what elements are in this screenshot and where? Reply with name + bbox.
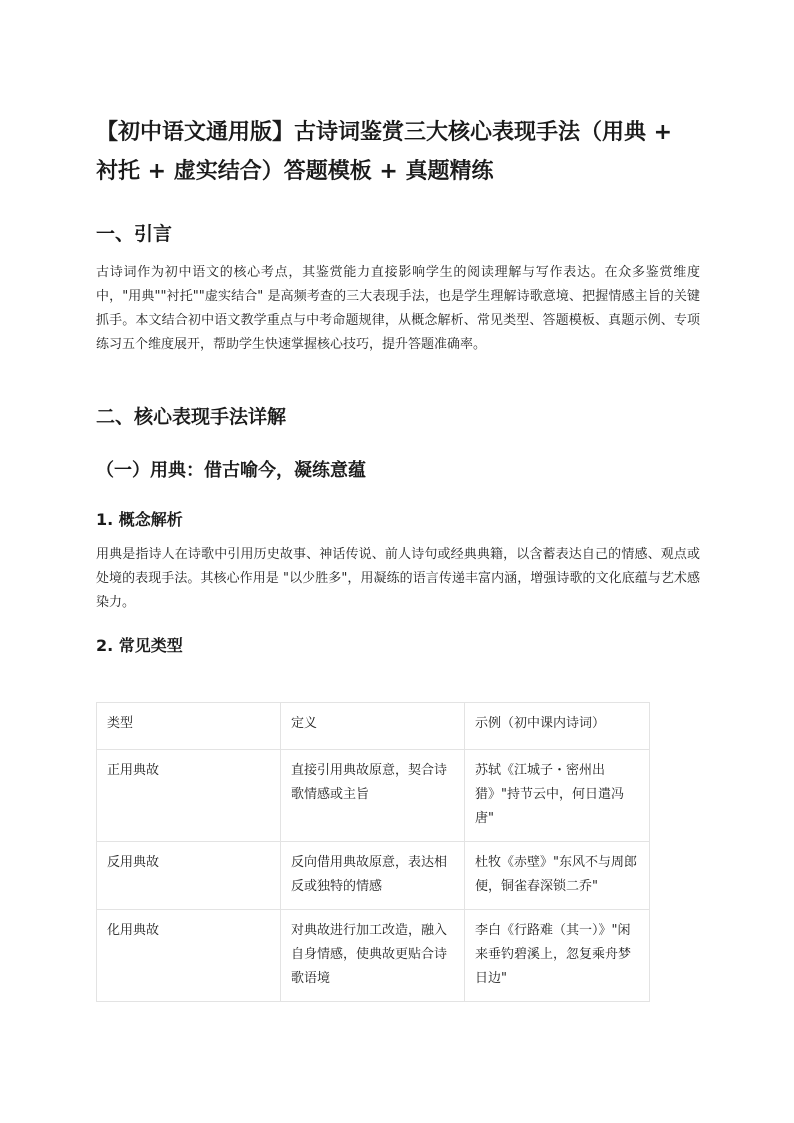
table-cell: 对典故进行加工改造，融入自身情感，使典故更贴合诗歌语境 [281,910,465,1002]
table-cell: 李白《行路难（其一）》"闲来垂钓碧溪上，忽复乘舟梦日边" [465,910,650,1002]
table-row [97,910,650,1002]
table-cell: 正用典故 [97,750,281,842]
concept-paragraph: 用典是指诗人在诗歌中引用历史故事、神话传说、前人诗句或经典典籍，以含蓄表达自己的情感、观点或处境的表现手法。其核心作用是 "以少胜多"，用凝练的语言传递丰富内涵，增强诗歌的文化底蕴与艺术感染力。 [96,547,700,610]
table-cell: 杜牧《赤壁》"东风不与周郎便，铜雀春深锁二乔" [465,842,650,910]
section-heading-core: 二、核心表现手法详解 [96,406,287,428]
table-cell: 化用典故 [97,910,281,1002]
table-cell: 直接引用典故原意，契合诗歌情感或主旨 [281,750,465,842]
table-cell: 反向借用典故原意，表达相反或独特的情感 [281,842,465,910]
table-cell: 反用典故 [97,842,281,910]
subsection-heading-allusion: （一）用典：借古喻今，凝练意蕴 [96,460,366,481]
table-header-cell: 类型 [97,703,281,750]
table-row [97,750,650,842]
table-header-row [97,703,650,750]
types-heading: 2. 常见类型 [96,636,183,655]
concept-heading: 1. 概念解析 [96,510,183,529]
table-row [97,842,650,910]
allusion-types-table [96,702,650,1002]
table-header-cell: 示例（初中课内诗词） [465,703,650,750]
table-cell: 苏轼《江城子・密州出猎》"持节云中，何日遣冯唐" [465,750,650,842]
document-title: 【初中语文通用版】古诗词鉴赏三大核心表现手法（用典 + 衬托 + 虚实结合）答题模板 + 真题精练 [96,120,673,184]
intro-paragraph: 古诗词作为初中语文的核心考点，其鉴赏能力直接影响学生的阅读理解与写作表达。在众多鉴赏维度中，"用典""衬托""虚实结合" 是高频考查的三大表现手法，也是学生理解诗歌意境、把握情感主旨的关键抓手。本文结合初中语文教学重点与中考命题规律，从概念解析、常见类型、答题模板、真题示例、专项练习五个维度展开，帮助学生快速掌握核心技巧，提升答题准确率。 [96,265,700,352]
section-heading-intro: 一、引言 [96,223,173,245]
table-header-cell: 定义 [281,703,465,750]
